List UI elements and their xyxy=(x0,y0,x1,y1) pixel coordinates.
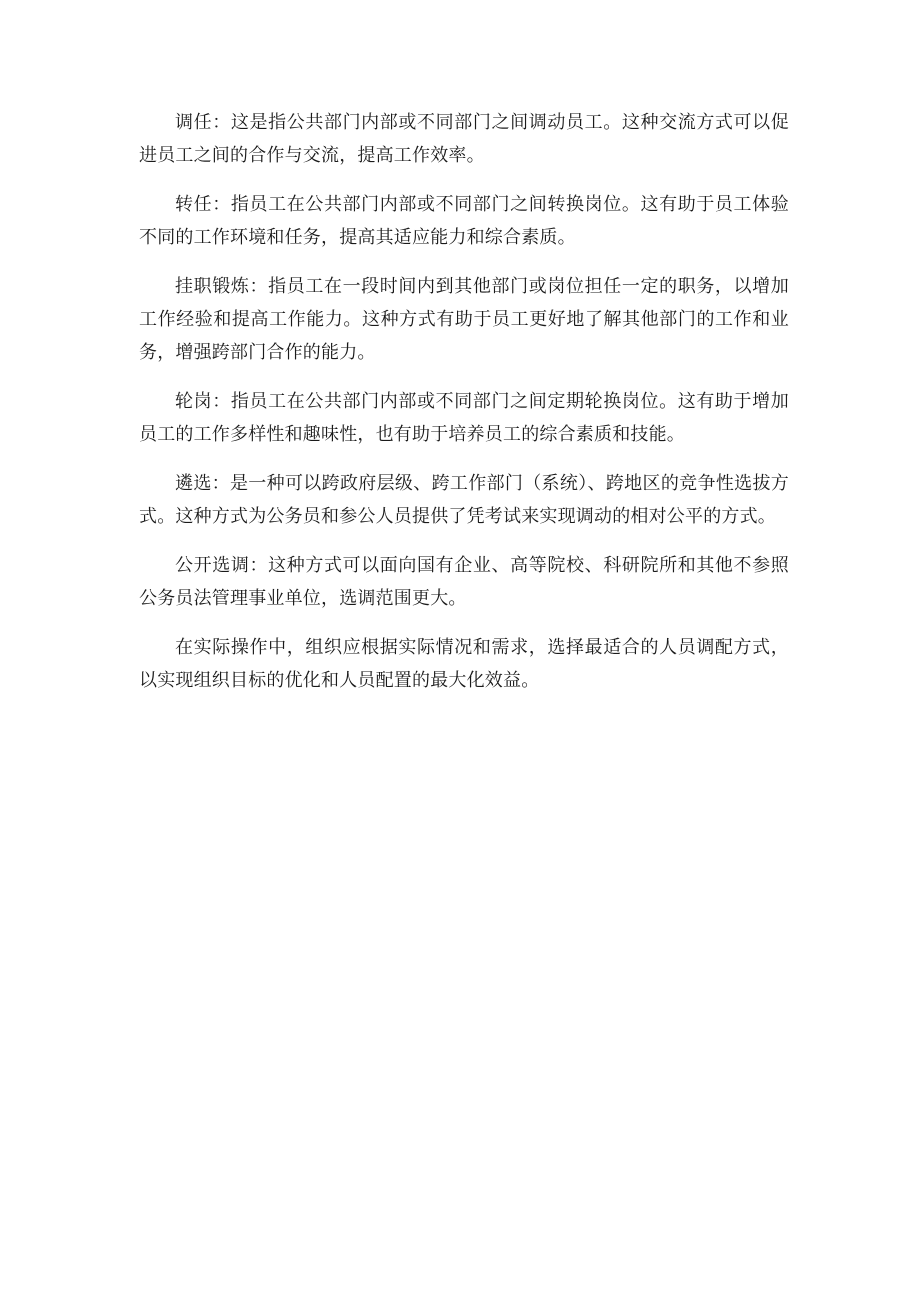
paragraph-job-rotation: 轮岗：指员工在公共部门内部或不同部门之间定期轮换岗位。这有助于增加员工的工作多样性和趣味性，也有助于培养员工的综合素质和技能。 xyxy=(139,391,789,445)
paragraph-open-selection: 公开选调：这种方式可以面向国有企业、高等院校、科研院所和其他不参照公务员法管理事业单位，选调范围更大。 xyxy=(139,555,789,609)
paragraph-transfer: 调任：这是指公共部门内部或不同部门之间调动员工。这种交流方式可以促进员工之间的合作与交流，提高工作效率。 xyxy=(139,112,789,166)
paragraph-temporary-post: 挂职锻炼：指员工在一段时间内到其他部门或岗位担任一定的职务，以增加工作经验和提高工作能力。这种方式有助于员工更好地了解其他部门的工作和业务，增强跨部门合作的能力。 xyxy=(139,276,789,363)
paragraph-selection: 遴选：是一种可以跨政府层级、跨工作部门（系统）、跨地区的竞争性选拔方式。这种方式为公务员和参公人员提供了凭考试来实现调动的相对公平的方式。 xyxy=(139,473,789,527)
paragraph-conclusion: 在实际操作中，组织应根据实际情况和需求，选择最适合的人员调配方式，以实现组织目标的优化和人员配置的最大化效益。 xyxy=(139,637,789,691)
document-body xyxy=(139,106,789,713)
paragraph-reassignment: 转任：指员工在公共部门内部或不同部门之间转换岗位。这有助于员工体验不同的工作环境和任务，提高其适应能力和综合素质。 xyxy=(139,194,789,248)
